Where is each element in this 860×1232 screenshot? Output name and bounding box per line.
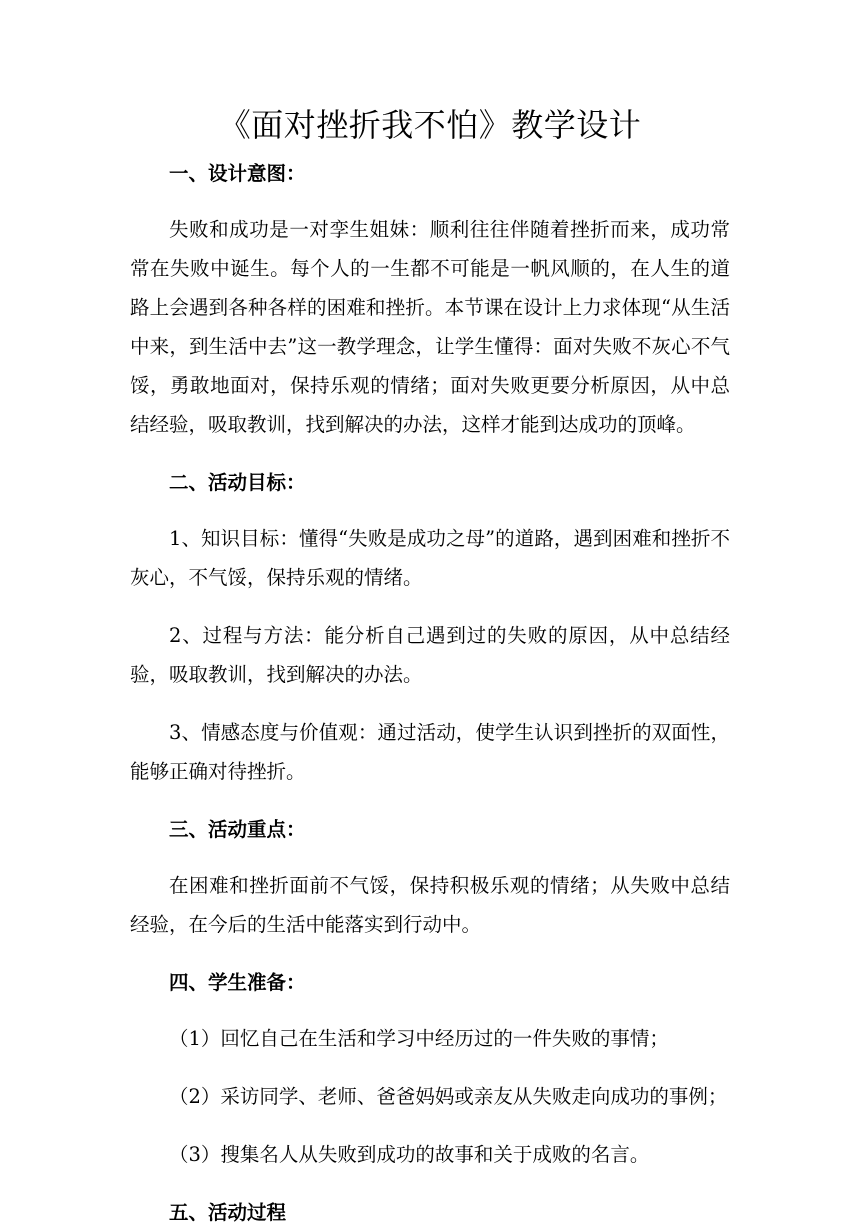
goal-item-1: 1、知识目标：懂得“失败是成功之母”的道路，遇到困难和挫折不灰心，不气馁，保持乐观的情绪。 xyxy=(130,527,730,589)
intent-paragraph: 失败和成功是一对孪生姐妹：顺利往往伴随着挫折而来，成功常常在失败中诞生。每个人的一生都不可能是一帆风顺的，在人生的道路上会遇到各种各样的困难和挫折。本节课在设计上力求体现“从生活中来，到生活中去”这一教学理念，让学生懂得：面对失败不灰心不气馁，勇敢地面对，保持乐观的情绪；面对失败更要分析原因，从中总结经验，吸取教训，找到解决的办法，这样才能到达成功的顶峰。 xyxy=(130,218,730,436)
focus-paragraph: 在困难和挫折面前不气馁，保持积极乐观的情绪；从失败中总结经验，在今后的生活中能落实到行动中。 xyxy=(130,874,730,936)
section-heading-preparation: 四、学生准备： xyxy=(169,971,306,994)
document-title: 《面对挫折我不怕》教学设计 xyxy=(218,106,642,144)
section-heading-intent: 一、设计意图： xyxy=(169,162,306,185)
section-heading-process: 五、活动过程 xyxy=(169,1201,287,1224)
section-heading-goals: 二、活动目标： xyxy=(169,471,306,494)
section-heading-focus: 三、活动重点： xyxy=(169,818,306,841)
goal-item-3: 3、情感态度与价值观：通过活动，使学生认识到挫折的双面性，能够正确对待挫折。 xyxy=(130,721,730,783)
document-body xyxy=(130,154,730,1232)
goal-item-2: 2、过程与方法：能分析自己遇到过的失败的原因，从中总结经验，吸取教训，找到解决的办法。 xyxy=(130,624,730,686)
preparation-item-3: （3）搜集名人从失败到成功的故事和关于成败的名言。 xyxy=(169,1143,650,1166)
preparation-item-2: （2）采访同学、老师、爸爸妈妈或亲友从失败走向成功的事例； xyxy=(169,1085,728,1108)
preparation-item-1: （1）回忆自己在生活和学习中经历过的一件失败的事情； xyxy=(169,1027,669,1050)
